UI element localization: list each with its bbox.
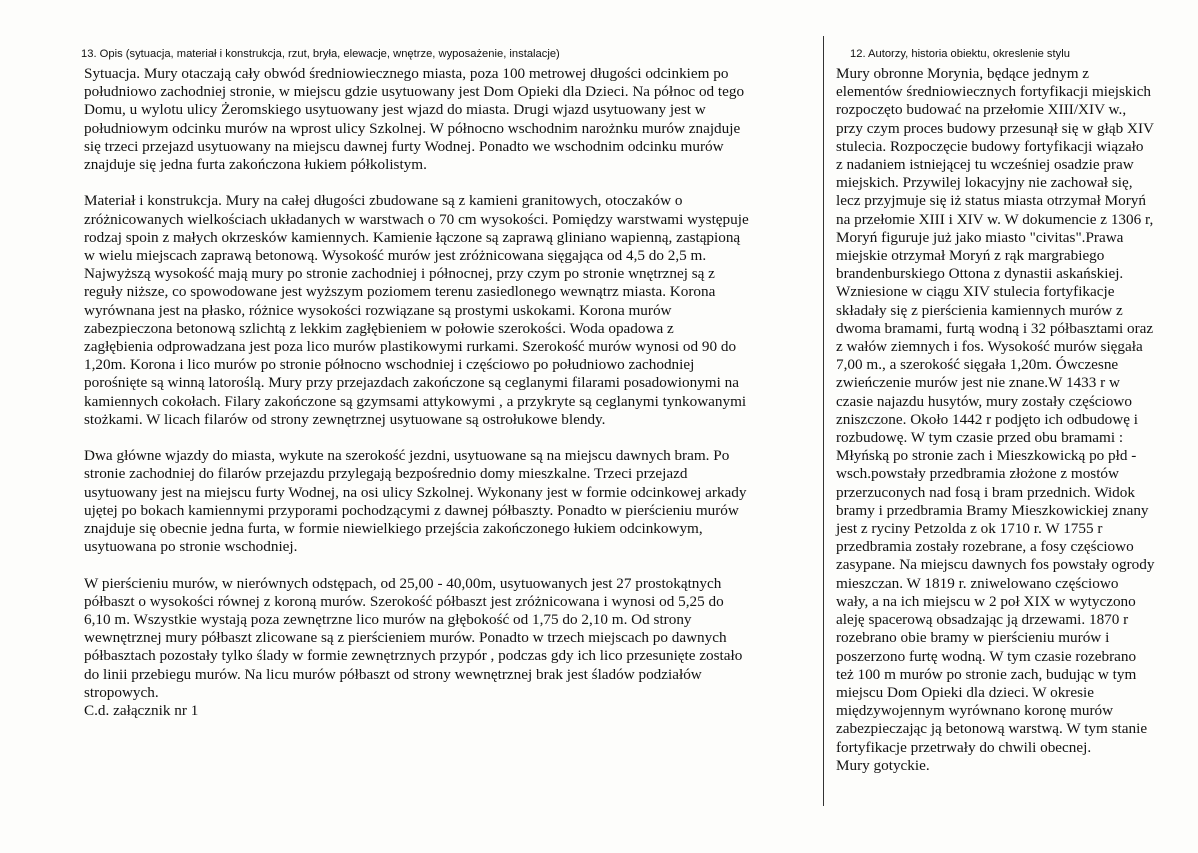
text-line: rodzaj spoin z małych okrzesków kamiennych. Kamienie łączone są zaprawą gliniano wapienną, zastąpioną [84, 228, 741, 246]
text-line: półbasztach pozostały tylko ślady w formie zewnętrznych przypór , podczas gdy ich lico przesunięte zostało [84, 647, 743, 665]
paragraph-material-konstrukcja [84, 192, 814, 429]
column-divider [823, 36, 824, 806]
text-line: Sytuacja. Mury otaczają cały obwód średniowiecznego miasta, poza 100 metrowej długości odcinkiem po [84, 65, 729, 82]
text-line: zabezpieczona betonową szlichtą z lekkim zagłębieniem w połowie szerokości. Woda opadowa z [84, 319, 674, 337]
text-line: porośnięte są winną latoroślą. Mury przy przejazdach zakończone są ceglanymi filarami posadowionymi na [84, 374, 739, 392]
text-line: południowo zachodniej stronie, w miejscu gdzie usytuowany jest Dom Opieki dla Dzieci. Na północ od tego [84, 83, 745, 101]
text-line: elementów średniowiecznych fortyfikacji miejskich [836, 83, 1152, 101]
paragraph-historia [836, 65, 1186, 775]
text-line: Moryń figuruje już jako miasto "civitas".Prawa [836, 228, 1124, 246]
text-line: stronie zachodniej do filarów przejazdu przylegają bezpośrednio domy mieszkalne. Trzeci przejazd [84, 465, 688, 483]
text-line: też 100 m murów po stronie zach, budując w tym [836, 665, 1137, 683]
text-line: kamiennych cokołach. Filary zakończone są gzymsami attykowymi , a przykryte są ceglanymi tynkowanymi [84, 392, 747, 410]
text-line: znajduje się jedna furta zakończona łukiem półkolistym. [84, 156, 427, 174]
section-12-column [836, 46, 1186, 775]
text-line: wsch.powstały przedbramia złożone z mostów [836, 465, 1119, 483]
text-line: wały, a na ich miejscu w 2 poł XIX w wytyczono [836, 592, 1136, 610]
text-line: zasypane. Na miejscu dawnych fos powstały ogrody [836, 556, 1155, 574]
text-line: do linii przebiegu murów. Na licu murów półbaszt od strony wewnętrznej brak jest śladów podziałów [84, 665, 702, 683]
text-line: poszerzono furtę wodną. W tym czasie rozebrano [836, 647, 1137, 665]
text-line: aleję spacerową obsadzając ją drzewami. 1870 r [836, 611, 1129, 629]
text-line: bramy i przedbramia Bramy Mieszkowickiej znany [836, 501, 1149, 519]
paragraph-polbaszty [84, 575, 814, 721]
section-13-heading: 13. Opis (sytuacja, materiał i konstrukcja, rzut, bryła, elewacje, wnętrze, wyposażenie, instalacje) [81, 48, 560, 60]
text-line: zabezpieczając ją betonową warstwą. W tym stanie [836, 720, 1148, 738]
text-line: miejskie otrzymał Moryń z rąk margrabiego [836, 247, 1105, 265]
text-line: półbaszt o wysokości równej z koroną murów. Szerokość półbaszt jest zróżnicowana i wynosi od 5,25 do [84, 592, 724, 610]
text-line: zagłębienia odprowadzana jest poza lico murów plastikowymi rurkami. Szerokość murów wynosi od 90 do [84, 338, 737, 356]
text-line: brandenburskiego Ottona z dynastii askańskiej. [836, 265, 1124, 283]
text-line: jest z ryciny Petzolda z ok 1710 r. W 1755 r [836, 520, 1103, 538]
text-line: stulecia. Rozpoczęcie budowy fortyfikacji wiązało [836, 137, 1144, 155]
text-line: wyrównana jest na płasko, różnice wysokości rozwiązane są prostymi uskokami. Korona murów [84, 301, 672, 319]
text-line: zwieńczenie murów jest nie znane.W 1433 r w [836, 374, 1120, 392]
text-line: ujętej po bokach kamiennymi przyporami pochodzącymi z dawnej półbaszty. Ponadto w pierścieniu murów [84, 501, 739, 519]
text-line: w wielu miejscach zaprawą betonową. Wysokość murów jest zróżnicowana sięgająca od 4,5 do 2,5 m. [84, 247, 707, 265]
text-line: lecz przyjmuje się iż status miasta otrzymał Moryń [836, 192, 1146, 210]
text-line: 7,00 m., a szerokość sięgała 1,20m. Ówczesne [836, 356, 1119, 374]
text-line: W pierścieniu murów, w nierównych odstępach, od 25,00 - 40,00m, usytuowanych jest 27 prostokątnych [84, 574, 722, 592]
text-line: 1,20m. Korona i lico murów po stronie północno wschodniej i częściowo po południowo zachodniej [84, 356, 695, 374]
text-line: Dwa główne wjazdy do miasta, wykute na szerokość jezdni, usytuowane są na miejscu dawnych bram. Po [84, 447, 730, 465]
text-line: zniszczone. Około 1442 r podjęto ich odbudowę i [836, 410, 1138, 428]
text-line: rozpoczęto budować na przełomie XIII/XIV w., [836, 101, 1127, 119]
text-line: 6,10 m. Wszystkie wystają poza zewnętrzne lico murów na głębokość od 1,75 do 2,10 m. Od strony [84, 611, 692, 629]
paragraph-wjazdy [84, 447, 814, 556]
text-line: fortyfikacje przetrwały do chwili obecnej. [836, 738, 1092, 756]
text-line: międzywojennym wyrównano koronę murów [836, 702, 1114, 720]
text-line: usytuowana po stronie wschodniej. [84, 538, 298, 556]
text-line: Domu, u wylotu ulicy Żeromskiego usytuowany jest wjazd do miasta. Drugi wjazd usytuowany jest w [84, 101, 706, 119]
text-line: się trzeci przejazd usytuowany na miejscu dawnej furty Wodnej. Ponadto we wschodnim odcinku murów [84, 137, 724, 155]
text-line: przy czym proces budowy przesunął się w głąb XIV [836, 119, 1154, 137]
text-line: składały się z pierścienia kamiennych murów z [836, 301, 1123, 319]
text-line: wewnętrznej mury półbaszt zlicowane są z pierścieniem murów. Ponadto w trzech miejscach po dawnych [84, 629, 727, 647]
text-line: stożkami. W licach filarów od strony zewnętrznej usytuowane są ostrołukowe blendy. [84, 410, 606, 428]
text-line: stropowych. [84, 683, 159, 701]
text-line: czasie najazdu husytów, mury zostały częściowo [836, 392, 1132, 410]
text-line: zróżnicowanych wielkościach układanych w warstwach o 70 cm wysokości. Pomiędzy warstwami występuje [84, 210, 749, 228]
text-line: południowym odcinku murów na wprost ulicy Szkolnej. W północno wschodnim narożnku murów znajduje [84, 119, 741, 137]
text-line: Młyńską po stronie zach i Mieszkowicką po płd - [836, 447, 1137, 465]
paragraph-sytuacja [84, 65, 814, 174]
text-line: przerzuconych nad fosą i bram przednich. Widok [836, 483, 1135, 501]
text-line: Materiał i konstrukcja. Mury na całej długości zbudowane są z kamieni granitowych, otoczaków o [84, 192, 683, 210]
text-line: znajduje się obecnie jedna furta, w formie niewielkiego przejścia zakończonego łukiem odcinkowym, [84, 520, 703, 538]
text-line: dwoma bramami, furtą wodną i 32 półbasztami oraz [836, 319, 1154, 337]
text-line: Najwyższą wysokość mają mury po stronie zachodniej i północnej, przy czym po stronie wnętrznej są z [84, 265, 715, 283]
text-line: na przełomie XIII i XIV w. W dokumencie z 1306 r, [836, 210, 1154, 228]
text-line: Mury gotyckie. [836, 756, 930, 774]
text-line: miejskich. Przywilej lokacyjny nie zachował się, [836, 174, 1133, 192]
text-line: rozbudowę. W tym czasie przed obu bramami : [836, 429, 1124, 447]
text-line: usytuowany jest na miejscu furty Wodnej, na osi ulicy Szkolnej. Wykonany jest w formie odcinkowej arkady [84, 483, 747, 501]
text-line: mieszczan. W 1819 r. zniwelowano częściowo [836, 574, 1119, 592]
text-line: C.d. załącznik nr 1 [84, 702, 199, 720]
text-line: rozebrano obie bramy w pierścieniu murów i [836, 629, 1110, 647]
text-line: reguły niższe, co spowodowane jest wyższym poziomem terenu zasiedlonego wewnątrz miasta. Korona [84, 283, 716, 301]
text-line: Mury obronne Morynia, będące jednym z [836, 65, 1090, 82]
text-line: Wzniesione w ciągu XIV stulecia fortyfikacje [836, 283, 1115, 301]
text-line: z wałów ziemnych i fos. Wysokość murów sięgała [836, 338, 1143, 356]
section-13-column [81, 46, 814, 720]
text-line: miejscu Dom Opieki dla dzieci. W okresie [836, 683, 1094, 701]
section-12-heading: 12. Autorzy, historia obiektu, okreslenie stylu [850, 48, 1070, 60]
text-line: przedbramia zostały rozebrane, a fosy częściowo [836, 538, 1134, 556]
text-line: z nadaniem istniejącej tu wcześniej osadzie praw [836, 156, 1134, 174]
